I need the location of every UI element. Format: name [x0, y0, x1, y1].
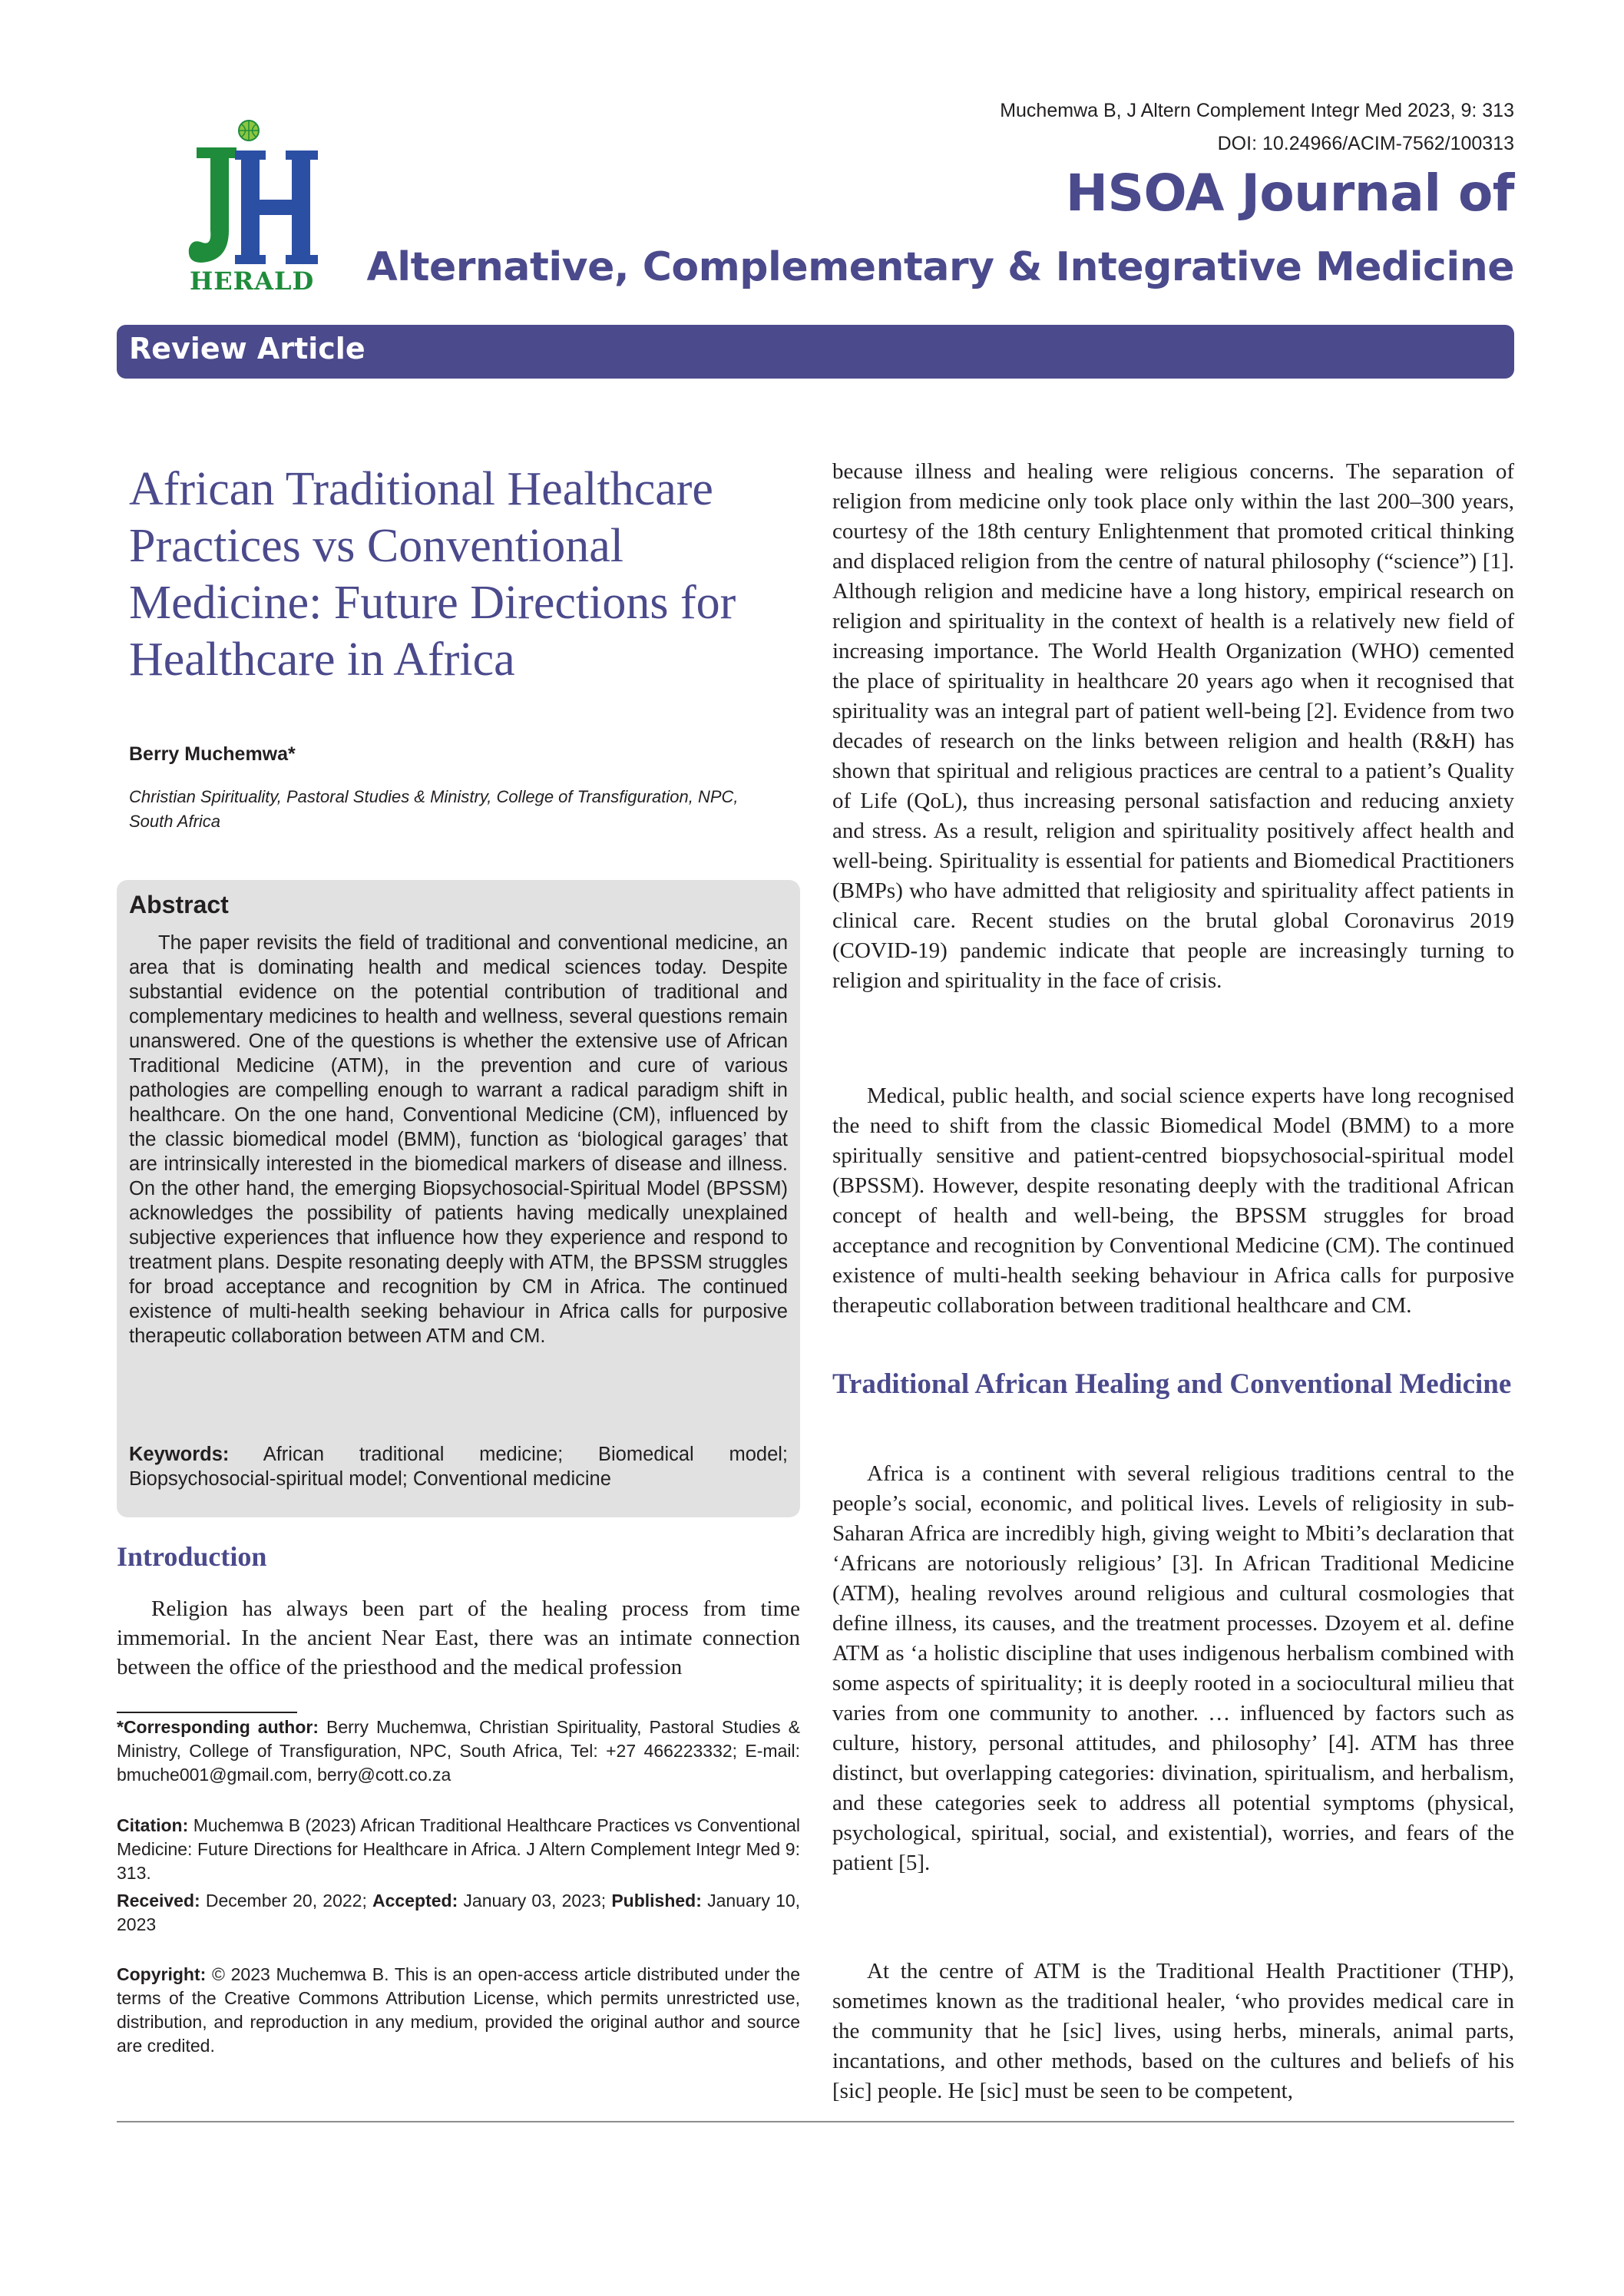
received-date: December 20, 2022;: [205, 1891, 367, 1911]
copyright-note: [117, 1963, 800, 2058]
article-type-label: Review Article: [129, 332, 365, 366]
received-label: Received:: [117, 1891, 200, 1911]
citation-text: Muchemwa B (2023) African Traditional Healthcare Practices vs Conventional Medicine: Future Directions for Healthcare in Africa. J Altern Complement Integr Med 9: 313.: [117, 1815, 801, 1883]
keywords-label: Keywords:: [129, 1444, 230, 1465]
citation-label: Citation:: [117, 1815, 189, 1835]
introduction-text: Religion has always been part of the healing process from time immemorial. In the ancient Near East, there was an intimate connection between the office of the priesthood and the medical profession: [117, 1596, 800, 1679]
keywords-text: African traditional medicine; Biomedical model; Biopsychosocial-spiritual model; Conventional medicine: [129, 1444, 788, 1490]
article-title: African Traditional Healthcare Practices vs Conventional Medicine: Future Directions for Healthcare in Africa: [129, 463, 736, 686]
abstract-text: The paper revisits the field of traditional and conventional medicine, an area that is dominating health and medical sciences today. Despite substantial evidence on the potential contribution of traditional and complementary medicines to health and wellness, several questions remain unanswered. One of the questions is whether the extensive use of African Traditional Medicine (ATM), in the prevention and cure of various pathologies are compelling enough to warrant a radical paradigm shift in healthcare. On the one hand, Conventional Medicine (CM), influenced by the classic biomedical model (BMM), function as ‘biological garages’ that are intrinsically interested in the biomedical markers of disease and illness. On the other hand, the emerging Biopsychosocial-Spiritual Model (BPSSM) acknowledges the possibility of patients having medically unexplained subjective experiences that influence how they experience and respond to treatment plans. Despite resonating deeply with ATM, the BPSSM struggles for broad acceptance and recognition by CM in Africa. The continued existence of multi-health seeking behaviour in Africa calls for purposive therapeutic collaboration between ATM and CM.: [129, 932, 788, 1347]
author-name: Berry Muchemwa*: [129, 743, 296, 765]
dates-note: [117, 1889, 800, 1937]
accepted-date: January 03, 2023;: [463, 1891, 607, 1911]
body-paragraph-3: Africa is a continent with several religious traditions central to the people’s social, economic, and political lives. Levels of religiosity in sub-Saharan Africa are incredibly high, giving weight to Mbiti’s declaration that ‘Africans are notoriously religious’ [3]. In African Traditional Medicine (ATM), healing revolves around religious and cultural cosmologies that define illness, its causes, and the treatment processes. Dzoyem et al. define ATM as ‘a holistic discipline that uses indigenous herbalism combined with some aspects of spirituality; it is deeply rooted in a sociocultural milieu that varies from one community to another. … influenced by factors such as culture, history, personal attitudes, and philosophy’ [4]. ATM has three distinct, but overlapping categories: divination, spiritualism, and herbalism, and these categories seek to address all potential symptoms (physical, psychological, spiritual, social, and existential), worries, and fears of the patient [5].: [832, 1461, 1514, 1875]
citation-note: [117, 1814, 800, 1885]
journal-title-line2: Alternative, Complementary & Integrative Medicine: [366, 244, 1514, 290]
logo-wordmark: HERALD: [190, 266, 315, 296]
accepted-label: Accepted:: [372, 1891, 458, 1911]
corresponding-text: Berry Muchemwa, Christian Spirituality, Pastoral Studies & Ministry, College of Transfiguration, NPC, South Africa, Tel: +27 466223332; E-mail: bmuche001@gmail.com, berry@cott.co.za: [117, 1717, 800, 1785]
abstract-heading: Abstract: [129, 891, 229, 918]
copyright-text: © 2023 Muchemwa B. This is an open-access article distributed under the terms of the Creative Commons Attribution License, which permits unrestricted use, distribution, and reproduction in any medium, provided the original author and source are credited.: [117, 1964, 800, 2056]
body-paragraph-2: Medical, public health, and social science experts have long recognised the need to shift from the classic Biomedical Model (BMM) to a more spiritually sensitive and patient-centred biopsychosocial-spiritual model (BPSSM). However, despite resonating deeply with the traditional African concept of health and well-being, the BPSSM struggles for broad acceptance and recognition by Conventional Medicine (CM). The continued existence of multi-health seeking behaviour in Africa calls for purposive therapeutic collaboration between traditional healthcare and CM.: [832, 1083, 1514, 1318]
corresponding-label: *Corresponding author:: [117, 1717, 319, 1737]
author-affiliation: Christian Spirituality, Pastoral Studies & Ministry, College of Transfiguration, NPC, South Africa: [129, 787, 739, 831]
body-paragraph-1: because illness and healing were religious concerns. The separation of religion from medicine only took place only within the last 200–300 years, courtesy of the 18th century Enlightenment that promoted critical thinking and displaced religion from the centre of natural philosophy (“science”) [1]. Although religion and medicine have a long history, empirical research on religion and spirituality in the context of health is a relatively new field of increasing importance. The World Health Organization (WHO) cemented the place of spirituality in healthcare 20 years ago when it recognised that spirituality was an integral part of patient well-being [2]. Evidence from two decades of research on the links between religion and health (R&H) has shown that spiritual and religious practices are central to a patient’s Quality of Life (QoL), thus increasing personal satisfaction and reducing anxiety and stress. As a result, religion and spirituality positively affect health and well-being. Spirituality is essential for patients and Biomedical Practitioners (BMPs) who have admitted that religiosity and spirituality affect patients in clinical care. Recent studies on the brutal global Coronavirus 2019 (COVID-19) pandemic indicate that people are increasingly turning to religion and spirituality in the face of crisis.: [832, 459, 1514, 993]
published-label: Published:: [611, 1891, 702, 1911]
footnote-rule: [117, 1712, 297, 1713]
journal-title-line1: HSOA Journal of: [1065, 164, 1514, 223]
section-heading-traditional-healing: Traditional African Healing and Conventional Medicine: [832, 1368, 1512, 1400]
body-paragraph-4: At the centre of ATM is the Traditional Health Practitioner (THP), sometimes known as the traditional healer, ‘who provides medical care in the community that he [sic] lives, using herbs, minerals, animal parts, incantations, and other methods, based on the cultures and beliefs of his [sic] people. He [sic] must be seen to be competent,: [832, 1959, 1514, 2103]
corresponding-author-note: [117, 1715, 800, 1787]
keywords: [129, 1442, 788, 1491]
introduction-heading: Introduction: [117, 1541, 267, 1572]
running-citation: Muchemwa B, J Altern Complement Integr Med 2023, 9: 313: [1000, 100, 1514, 121]
doi-line: DOI: 10.24966/ACIM-7562/100313: [1217, 133, 1514, 154]
page-bottom-rule: [117, 2121, 1514, 2122]
published-date: January 10, 2023: [117, 1891, 801, 1934]
copyright-label: Copyright:: [117, 1964, 207, 1984]
